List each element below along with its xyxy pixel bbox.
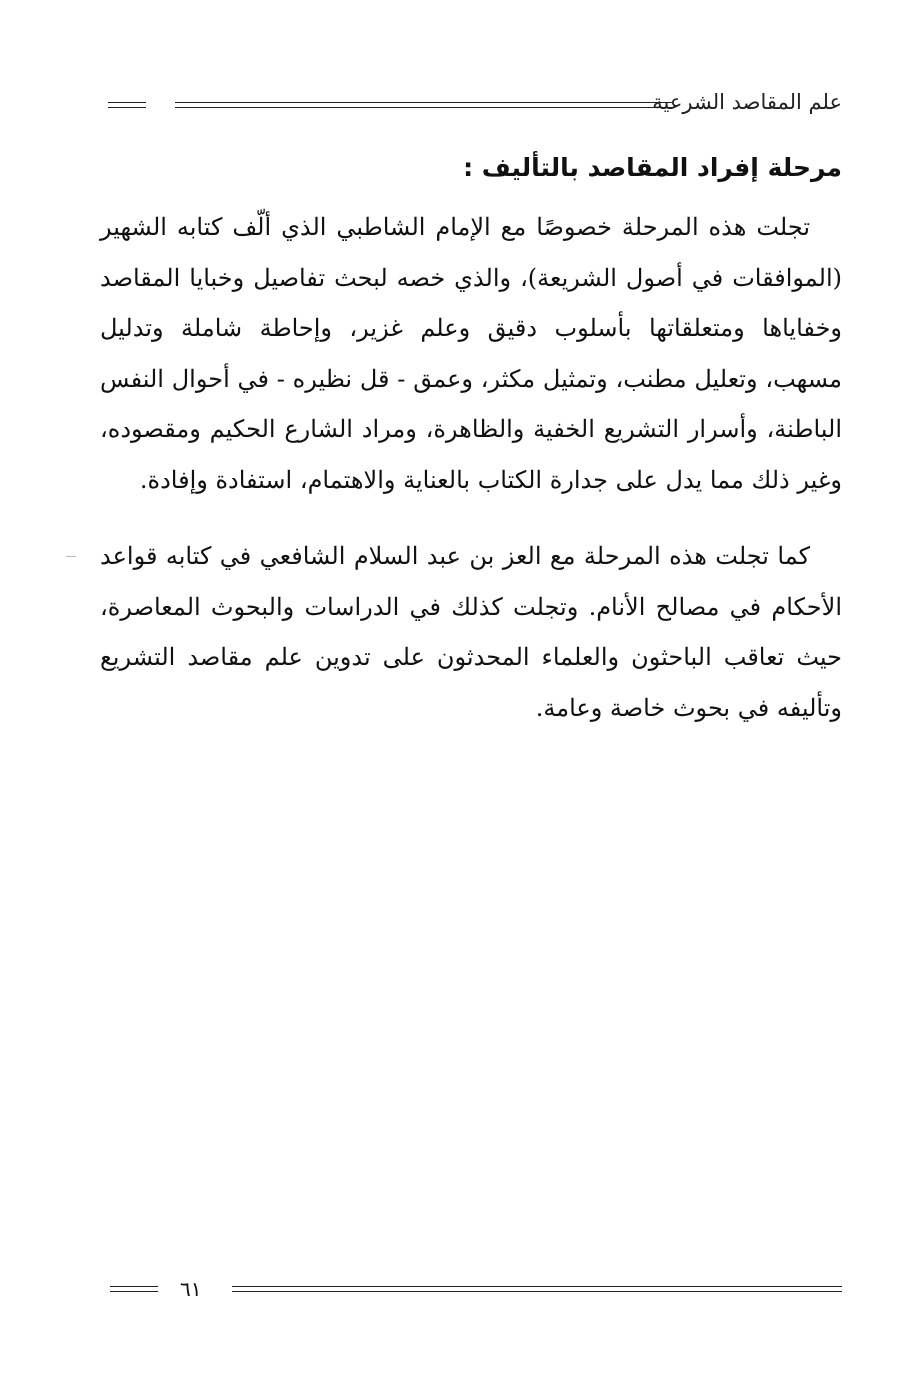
page-content [100,148,842,759]
paragraph-1: تجلت هذه المرحلة خصوصًا مع الإمام الشاطبي الذي ألّف كتابه الشهير (الموافقات في أصول الشريعة)، والذي خصه لبحث تفاصيل وخبايا المقاصد وخفاياها ومتعلقاتها بأسلوب دقيق وعلم غزير، وإحاطة شاملة وتدليل مسهب، وتعليل مطنب، وتمثيل مكثر، وعمق - قل نظيره - في أحوال النفس الباطنة، وأسرار التشريع الخفية والظاهرة، ومراد الشارع الحكيم ومقصوده، وغير ذلك مما يدل على جدارة الكتاب بالعناية والاهتمام، استفادة وإفادة. [100,213,842,494]
footer-rule [232,1286,842,1292]
paragraph-2: كما تجلت هذه المرحلة مع العز بن عبد السلام الشافعي في كتابه قواعد الأحكام في مصالح الأنام. وتجلت كذلك في الدراسات والبحوث المعاصرة، حيث تعاقب الباحثون والعلماء المحدثون على تدوين علم مقاصد التشريع وتأليفه في بحوث خاصة وعامة. [100,542,843,722]
page-footer [100,1276,842,1306]
header-rule [175,102,672,108]
footer-rule-short [110,1286,158,1292]
header-rule-short [108,102,146,108]
page-number: ٦١ [180,1277,202,1301]
running-title: علم المقاصد الشرعية [652,90,842,114]
running-header [100,88,842,122]
section-heading: مرحلة إفراد المقاصد بالتأليف : [463,153,842,182]
margin-mark [66,556,76,557]
